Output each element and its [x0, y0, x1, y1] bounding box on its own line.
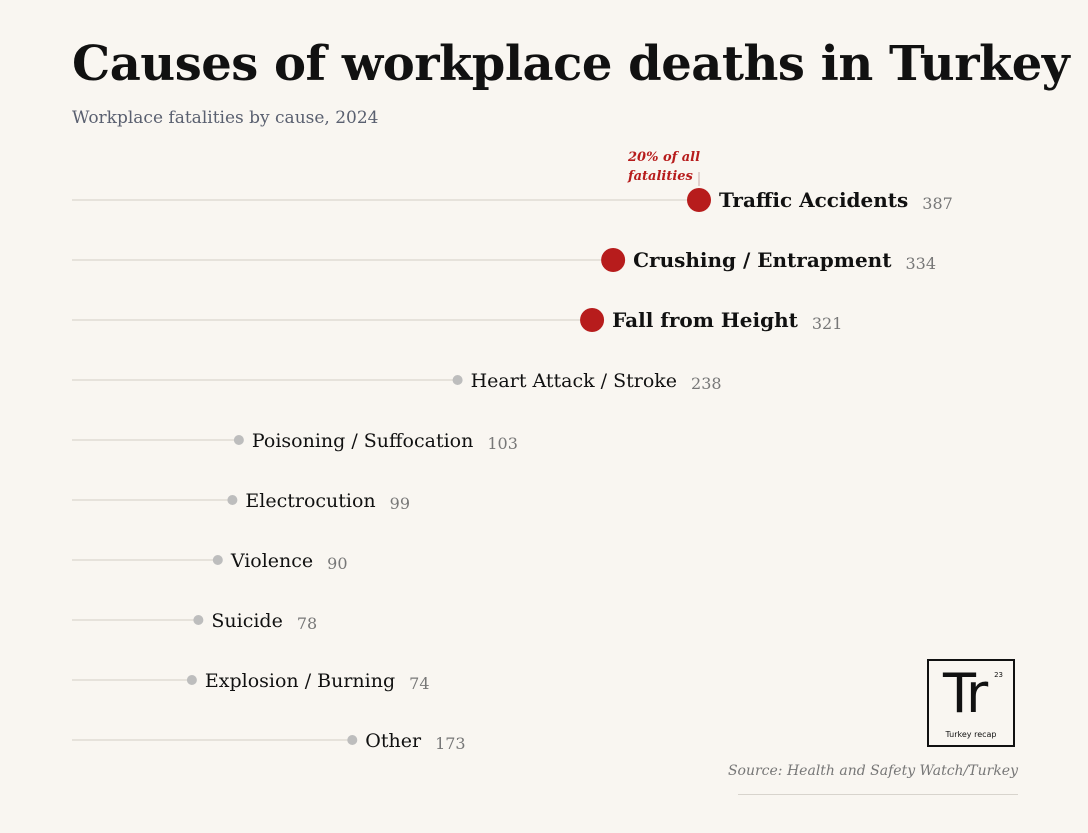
- category-label: Other: [365, 730, 422, 752]
- logo-symbol: Tr: [943, 662, 987, 725]
- category-label: Crushing / Entrapment: [633, 248, 892, 272]
- category-label: Heart Attack / Stroke: [470, 370, 678, 392]
- data-dot: [580, 308, 604, 332]
- value-label: 90: [327, 554, 348, 573]
- value-label: 173: [435, 734, 466, 753]
- data-dot: [687, 188, 711, 212]
- category-label: Traffic Accidents: [719, 188, 909, 212]
- data-dot: [213, 555, 223, 565]
- chart-title: Causes of workplace deaths in Turkey: [72, 36, 1070, 92]
- turkey-recap-logo: [927, 659, 1015, 747]
- source-note: Source: Health and Safety Watch/Turkey: [727, 763, 1018, 779]
- data-dot: [601, 248, 625, 272]
- value-label: 387: [922, 194, 953, 213]
- data-dot: [187, 675, 197, 685]
- value-label: 334: [905, 254, 937, 273]
- logo-number: 23: [994, 671, 1003, 679]
- value-label: 238: [691, 374, 722, 393]
- category-label: Suicide: [211, 610, 283, 632]
- data-dot: [347, 735, 357, 745]
- value-label: 103: [487, 434, 518, 453]
- data-dot: [193, 615, 203, 625]
- value-label: 74: [409, 674, 430, 693]
- data-dot: [453, 375, 463, 385]
- annotation-text: 20% of all: [628, 150, 701, 165]
- annotation-text: fatalities: [628, 169, 693, 184]
- category-label: Violence: [230, 550, 314, 572]
- category-label: Poisoning / Suffocation: [251, 430, 474, 452]
- category-label: Explosion / Burning: [204, 670, 396, 692]
- category-label: Fall from Height: [612, 308, 798, 332]
- chart-subtitle: Workplace fatalities by cause, 2024: [72, 108, 379, 128]
- value-label: 99: [389, 494, 411, 513]
- source-divider: [738, 794, 1018, 795]
- data-dot: [227, 495, 237, 505]
- value-label: 321: [811, 314, 843, 333]
- data-dot: [234, 435, 244, 445]
- value-label: 78: [296, 614, 318, 633]
- category-label: Electrocution: [245, 490, 376, 512]
- logo-name: Turkey recap: [945, 730, 997, 739]
